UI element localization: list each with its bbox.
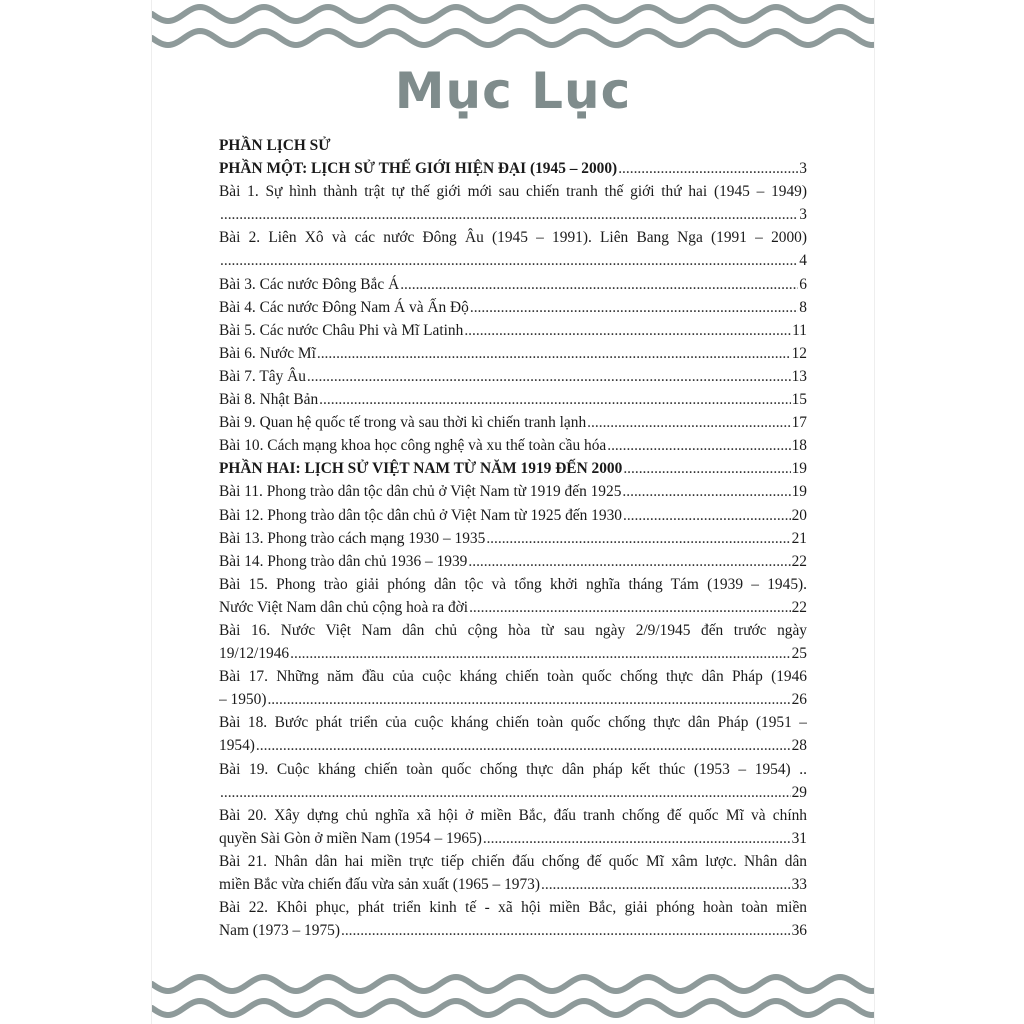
toc-entry-2[interactable]: Bài 2. Liên Xô và các nước Đông Âu (1945 – 1991). Liên Bang Nga (1991 – 2000) bbox=[219, 229, 807, 247]
toc-entry-21[interactable]: Bài 21. Nhân dân hai miền trực tiếp chiến đấu chống đế quốc Mĩ xâm lược. Nhân dân bbox=[219, 852, 807, 870]
toc-entry-17-cont[interactable]: – 1950) ..... 26 bbox=[219, 688, 807, 711]
table-of-contents bbox=[219, 134, 807, 942]
toc-entry-20-cont[interactable]: quyền Sài Gòn ở miền Nam (1954 – 1965) ..... 31 bbox=[219, 827, 807, 850]
top-wave-border bbox=[152, 0, 874, 60]
toc-entry-12[interactable]: Bài 12. Phong trào dân tộc dân chủ ở Việt Nam từ 1925 đến 1930 ..... 20 bbox=[219, 504, 807, 527]
bottom-wave-border bbox=[152, 964, 874, 1024]
toc-entry-19-page[interactable]: ..... 29 bbox=[219, 781, 807, 804]
toc-entry-10[interactable]: Bài 10. Cách mạng khoa học công nghệ và xu thế toàn cầu hóa ..... 18 bbox=[219, 434, 807, 457]
toc-entry-13[interactable]: Bài 13. Phong trào cách mạng 1930 – 1935 ..... 21 bbox=[219, 527, 807, 550]
toc-entry-19[interactable]: Bài 19. Cuộc kháng chiến toàn quốc chống thực dân pháp kết thúc (1953 – 1954) .. bbox=[219, 760, 807, 778]
toc-entry-15[interactable]: Bài 15. Phong trào giải phóng dân tộc và tổng khởi nghĩa tháng Tám (1939 – 1945). bbox=[219, 575, 807, 593]
toc-entry-11[interactable]: Bài 11. Phong trào dân tộc dân chủ ở Việt Nam từ 1919 đến 1925 ..... 19 bbox=[219, 480, 807, 503]
toc-entry-15-cont[interactable]: Nước Việt Nam dân chủ cộng hoà ra đời ..... 22 bbox=[219, 596, 807, 619]
toc-entry-20[interactable]: Bài 20. Xây dựng chủ nghĩa xã hội ở miền Bắc, đấu tranh chống đế quốc Mĩ và chính bbox=[219, 806, 807, 824]
toc-entry-16[interactable]: Bài 16. Nước Việt Nam dân chủ cộng hòa từ sau ngày 2/9/1945 đến trước ngày bbox=[219, 621, 807, 639]
toc-section-label: PHẦN LỊCH SỬ bbox=[219, 137, 331, 154]
toc-entry-5[interactable]: Bài 5. Các nước Châu Phi và Mĩ Latinh ..... 11 bbox=[219, 319, 807, 342]
toc-entry-22[interactable]: Bài 22. Khôi phục, phát triển kinh tế - xã hội miền Bắc, giải phóng hoàn toàn miền bbox=[219, 899, 807, 917]
toc-entry-18[interactable]: Bài 18. Bước phát triển của cuộc kháng chiến toàn quốc chống thực dân Pháp (1951 – bbox=[219, 714, 807, 732]
toc-entry-4[interactable]: Bài 4. Các nước Đông Nam Á và Ấn Độ ..... 8 bbox=[219, 296, 807, 319]
toc-entry-22-cont[interactable]: Nam (1973 – 1975) ..... 36 bbox=[219, 919, 807, 942]
toc-entry-8[interactable]: Bài 8. Nhật Bản ..... 15 bbox=[219, 388, 807, 411]
toc-entry-1-page[interactable]: ..... 3 bbox=[219, 203, 807, 226]
toc-part-one[interactable]: PHẦN MỘT: LỊCH SỬ THẾ GIỚI HIỆN ĐẠI (1945 – 2000) ..... 3 bbox=[219, 157, 807, 180]
document-page bbox=[152, 0, 874, 1024]
toc-entry-6[interactable]: Bài 6. Nước Mĩ ..... 12 bbox=[219, 342, 807, 365]
toc-entry-21-cont[interactable]: miền Bắc vừa chiến đấu vừa sản xuất (1965 – 1973) ..... 33 bbox=[219, 873, 807, 896]
toc-entry-2-page[interactable]: ..... 4 bbox=[219, 249, 807, 272]
toc-entry-17[interactable]: Bài 17. Những năm đầu của cuộc kháng chiến toàn quốc chống thực dân Pháp (1946 bbox=[219, 668, 807, 686]
toc-entry-14[interactable]: Bài 14. Phong trào dân chủ 1936 – 1939 ..... 22 bbox=[219, 550, 807, 573]
toc-part-two[interactable]: PHẦN HAI: LỊCH SỬ VIỆT NAM TỪ NĂM 1919 ĐẾN 2000 ..... 19 bbox=[219, 457, 807, 480]
toc-entry-3[interactable]: Bài 3. Các nước Đông Bắc Á ..... 6 bbox=[219, 273, 807, 296]
toc-entry-7[interactable]: Bài 7. Tây Âu ..... 13 bbox=[219, 365, 807, 388]
page-title: Mục Lục bbox=[394, 62, 632, 120]
toc-entry-9[interactable]: Bài 9. Quan hệ quốc tế trong và sau thời kì chiến tranh lạnh ..... 17 bbox=[219, 411, 807, 434]
toc-entry-18-cont[interactable]: 1954) ..... 28 bbox=[219, 734, 807, 757]
toc-entry-1[interactable]: Bài 1. Sự hình thành trật tự thế giới mới sau chiến tranh thế giới thứ hai (1945 – 1949) bbox=[219, 183, 807, 201]
toc-entry-16-cont[interactable]: 19/12/1946 ..... 25 bbox=[219, 642, 807, 665]
